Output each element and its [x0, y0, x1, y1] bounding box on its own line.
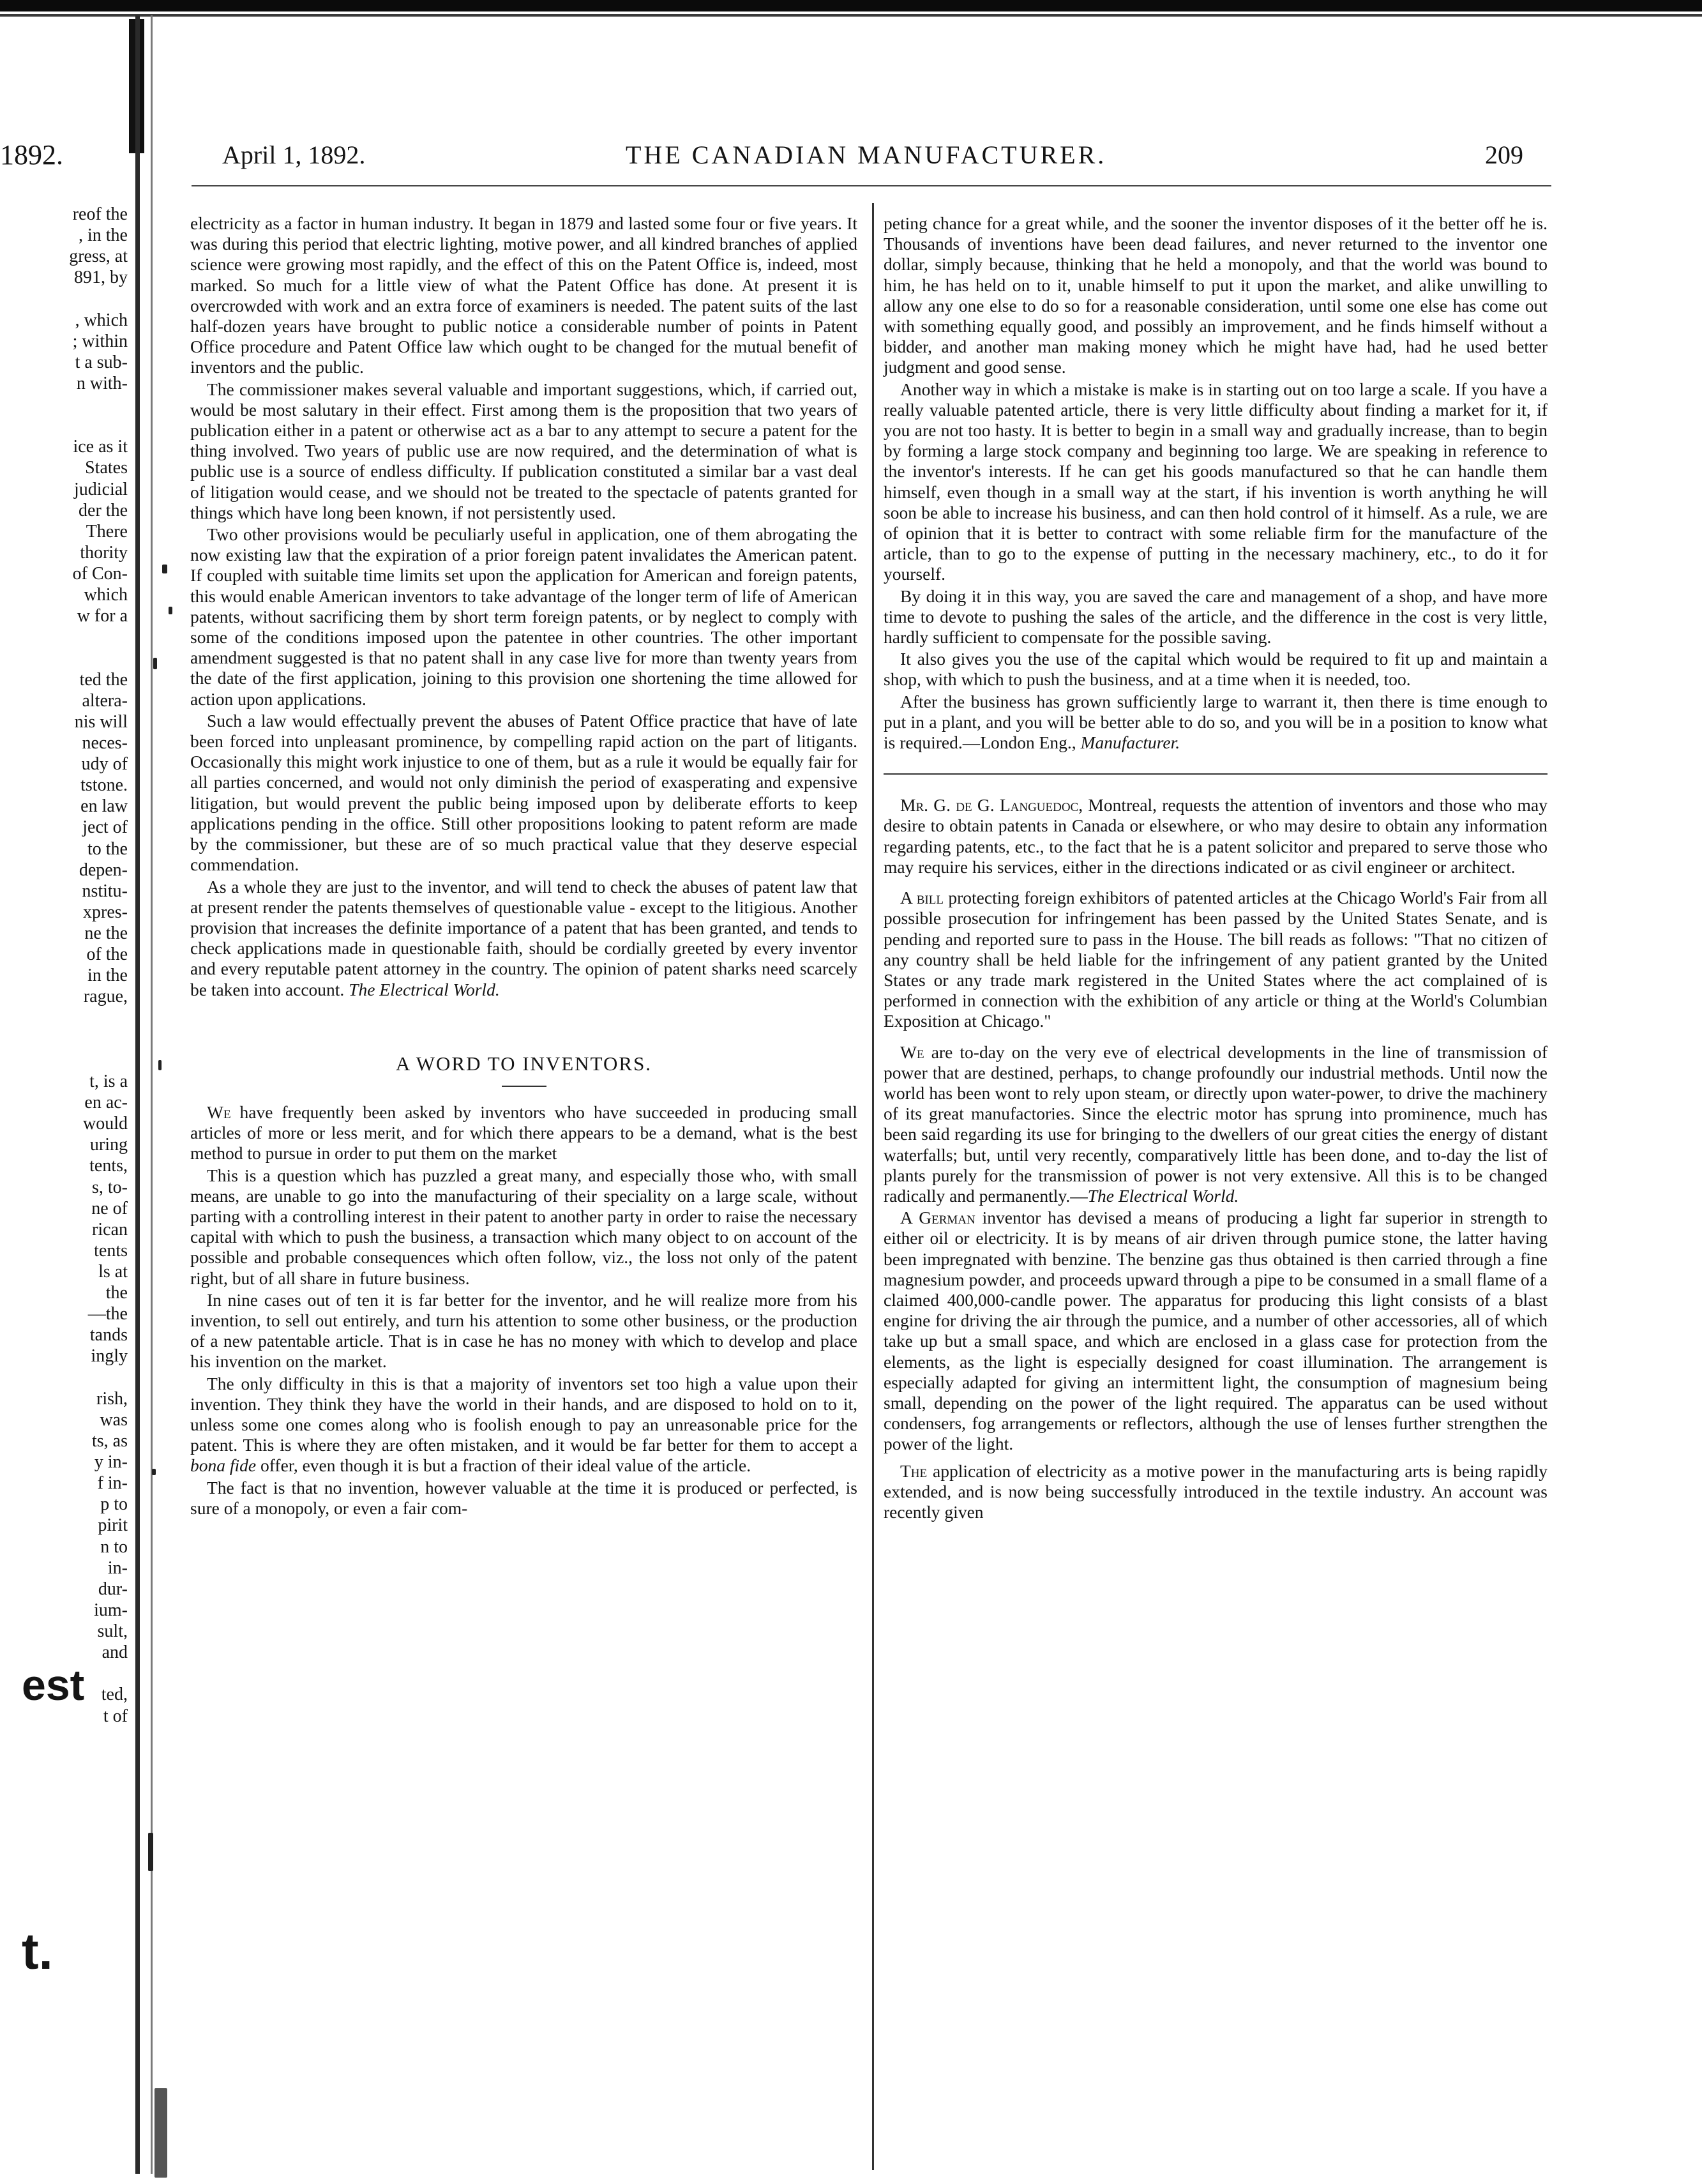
facing-page-text-fragment: nstitu- [82, 881, 128, 901]
facing-page-text-fragment: y in- [94, 1452, 128, 1473]
paragraph-text: are to-day on the very eve of electrical developments in the line of transmission of power that are destined, perhaps, to change profoundly our industrial methods. Until now the world has been wont to rely upon steam, or directly upon water-power, to drive the machinery of its great manufactories. Since the electric motor has sprung into prominence, much has been said regarding its use for bringing to the dwellers of our great cities the energy of distant waterfalls; but, until very recently, comparatively little has been done, and to-day the list of plants purely for the transmission of power is not very extensive. All this is to be changed radically and permanently.— [884, 1042, 1548, 1206]
facing-page-text-fragment: of Con- [72, 564, 128, 584]
facing-page-text-fragment: n with- [76, 373, 128, 393]
page-date: April 1, 1892. [222, 140, 366, 169]
facing-page-text-fragment: ject of [82, 817, 128, 838]
facing-page-text-fragment: neces- [82, 733, 128, 753]
facing-page-text-fragment: xpres- [83, 902, 128, 922]
facing-page-text-fragment: p to [100, 1494, 128, 1515]
article-paragraph: electricity as a factor in human industry. It began in 1879 and lasted some four or five years. It was during this period that electric lighting, motive power, and all kindred branches of applied science were growing most rapidly, and the effect of this on the Patent Office is, indeed, most marked. So much for a little view of what the Patent Office has done. At present it is overcrowded with work and an extra force of examiners is needed. The patent suits of the last half-dozen years have brought to public notice a considerable number of points in Patent Office procedure and Patent Office law which ought to be changed for the mutual benefit of inventors and the public. [190, 213, 857, 377]
scan-speck [169, 607, 172, 614]
facing-page-text-fragment: rican [92, 1219, 128, 1240]
article-paragraph: Another way in which a mistake is make is in starting out on too large a scale. If you have a really valuable patented article, there is very little difficulty about finding a market for it, if you are not too hasty. It is better to begin in a small way and gradually increase, than to begin by forming a large stock company and beginning too large. We are speaking in reference to the inventor's interests. If he can get his goods manufactured so that he can handle them himself, even though in a small way at the start, if his invention is worth anything he will soon be able to increase his business, and can then hold control of it himself. As a rule, we are of opinion that it is better to contract with some reliable firm for the manufacture of the article, than to go to the expense of putting in the necessary machinery, etc., to do it for yourself. [884, 379, 1548, 584]
facing-page-text-fragment: rish, [96, 1388, 128, 1409]
facing-page-text-fragment: ted the [79, 669, 128, 690]
item-lead: Mr. G. de G. Languedoc, [900, 795, 1083, 815]
facing-page-text-fragment: —the [87, 1304, 128, 1324]
facing-page-text-fragment: ne the [84, 923, 128, 944]
scan-speck [152, 1469, 156, 1475]
facing-page-text-fragment: There [86, 521, 128, 542]
scan-speck [148, 1833, 153, 1871]
facing-page-text-fragment: which [84, 585, 128, 605]
facing-page-text-fragment: , which [75, 310, 128, 330]
paragraph-text: inventor has devised a means of producing a light far superior in strength to either oil or electricity. It is by means of air driven through pumice stone, the latter having been impregnated with benzine. The benzine gas thus obtained is then carried through a fine magnesium powder, and proceeds upward through a pipe to be consumed in a small flame of a claimed 400,000-candle power. The apparatus for producing this light consists of a blast engine for driving the air through the pumice, and a number of other accessories, all of which take up but a small space, and which are enclosed in a glass case for protection from the elements, as the light is especially designed for coast illumination. The arrangement is especially adapted for giving an intermittent light, the consumption of magnesium being small, depending on the power of the light required. The apparatus can be used without condensers, fog arrangements or reflectors, although the use of lenses further strengthen the power of the light. [884, 1208, 1548, 1454]
paragraph-text: protecting foreign exhibitors of patented articles at the Chicago World's Fair from all possible prosecution for infringement has been passed by the United States Senate, and is pending and reported sure to pass in the House. The bill reads as follows: "That no citizen of any country shall be held liable for the infringement of any patient granted by the United States or any trade mark registered in the United States where the act complained of is performed in connection with the exhibition of any article or thing at the World's Columbian Exposition at Chicago." [884, 888, 1548, 1031]
article-column-right [884, 213, 1548, 1522]
item-lead: We [900, 1042, 924, 1062]
facing-page-text-fragment: ted, [101, 1685, 128, 1705]
facing-page-text-fragment: tstone. [80, 775, 128, 796]
paragraph-text: The only difficulty in this is that a majority of inventors set too high a value upon their invention. They think they have the world in their hands, and are disposed to hold on to it, unless some one comes along who is foolish enough to pay an unreasonable price for the patent. This is where they are often mistaken, and it would be far better for them to accept a [190, 1373, 857, 1455]
facing-page-text-fragment: t of [103, 1706, 128, 1726]
facing-page-text-fragment: ls at [98, 1262, 128, 1282]
facing-page-text-fragment: gress, at [69, 246, 128, 267]
facing-page-text-fragment: in- [107, 1558, 128, 1578]
facing-page-text-fragment: in the [87, 966, 128, 986]
paragraph-text: offer, even though it is but a fraction of their ideal value of the article. [260, 1455, 751, 1476]
facing-page-text-fragment: thority [80, 542, 128, 563]
facing-page-text-fragment: of the [86, 944, 128, 965]
facing-page-text-fragment: 891, by [74, 268, 128, 288]
source-attribution: The Electrical World. [1087, 1185, 1239, 1206]
source-attribution: Manufacturer. [1080, 732, 1180, 753]
facing-page-text-fragment: reof the [72, 204, 128, 224]
facing-page-text-fragment: dur- [98, 1579, 128, 1599]
article-paragraph: Such a law would effectually prevent the abuses of Patent Office practice that have of late been forced into unpleasant prominence, by compelling rapid action on the part of litigants. Occasionally this might work injustice to one of them, but as a rule it would be equally fair for all parties concerned, and would not only diminish the period of exasperating and expensive litigation, but would prevent the public being imposed upon by deliberate efforts to keep applications pending in the office. Still other propositions looking to patent reform are made by the commissioner, but these are of so much practical value that they deserve especial commendation. [190, 710, 857, 875]
article-paragraph: The commissioner makes several valuable and important suggestions, which, if carried out, would be most salutary in their effect. First among them is the proposition that two years of publication either in a patent or otherwise act as a bar to any attempt to secure a patent for the thing involved. Two years of public use are now required, and the determination of what is public use is a source of endless difficulty. If publication constituted a similar bar a vast deal of litigation would cease, and we should not be treated to the spectacle of patents granted for things which have long been known, if not persistently used. [190, 379, 857, 522]
scan-speck [158, 1060, 162, 1070]
facing-page-text-fragment: altera- [82, 690, 128, 711]
facing-page-text-fragment: f in- [97, 1473, 128, 1494]
facing-page-large-fragment: est [22, 1661, 85, 1710]
article-paragraph: The fact is that no invention, however valuable at the time it is produced or perfected, is sure of a monopoly, or even a fair com- [190, 1477, 857, 1518]
facing-page-text-fragment: tands [89, 1325, 128, 1346]
facing-page-text-fragment: ice as it [73, 437, 128, 457]
facing-page-text-fragment: s, to- [92, 1177, 128, 1197]
facing-page-text-fragment: w for a [77, 606, 128, 626]
article-paragraph: In nine cases out of ten it is far better for the inventor, and he will realize more from his invention, to sell out entirely, and turn his attention to some other business, or the production of a new patentable article. That is in case he has no money with which to develop and place his invention on the market. [190, 1289, 857, 1372]
facing-page-text-fragment: sult, [97, 1621, 128, 1642]
facing-page-text-fragment: en law [80, 796, 128, 817]
facing-page-text-fragment: en ac- [84, 1093, 128, 1113]
facing-page-text-fragment: , in the [79, 225, 128, 246]
source-attribution: The Electrical World. [349, 979, 500, 999]
facing-page-text-fragment: nis will [74, 711, 128, 732]
publication-title: THE CANADIAN MANUFACTURER. [626, 140, 1107, 169]
facing-page-text-fragment: would [83, 1114, 128, 1134]
scan-speck [153, 658, 157, 669]
previous-page-year-fragment: 1892. [0, 139, 63, 171]
section-rule [884, 773, 1548, 775]
facing-page-text-fragment: the [105, 1283, 128, 1303]
facing-page-text-fragment: ium- [94, 1600, 128, 1620]
article-column-left [190, 213, 857, 1519]
item-lead: A bill [900, 888, 944, 908]
facing-page-text-fragment: n to [100, 1536, 128, 1557]
item-lead: The [900, 1460, 928, 1481]
facing-page-text-fragment: der the [79, 500, 128, 520]
facing-page-text-fragment: ne of [91, 1198, 128, 1218]
column-divider [872, 203, 874, 2170]
item-lead: A German [900, 1208, 975, 1228]
scan-top-border [0, 0, 1702, 11]
article-paragraph: This is a question which has puzzled a great many, and especially those who, with small means, are unable to go into the manufacturing of their speciality on a large scale, without parting with a controlling interest in their patent to another party in order to raise the necessary capital with which to push the business, a transaction which many object to on account of the possible and probable consequences which often follow, viz., the loss not only of the patent right, but of all share in future business. [190, 1165, 857, 1288]
facing-page-text-fragment: judicial [74, 479, 128, 499]
article-heading: A WORD TO INVENTORS. [395, 1052, 652, 1075]
article-paragraph [190, 877, 857, 1000]
facing-page-text-fragment: and [102, 1642, 128, 1663]
header-rule [192, 185, 1551, 186]
paragraph-text: As a whole they are just to the inventor, and will tend to check the abuses of patent law that at present render the patents themselves of questionable value - except to the litigious. Another provision that increases the definite importance of a patent that has been granted, and tends to check applications made in questionable faith, should be cordially greeted by every inventor and every reputable patent attorney in the country. The opinion of patent sharks need scarcely be taken into account. [190, 876, 857, 999]
facing-page-large-fragment: t. [22, 1923, 53, 1980]
facing-page-text-fragment: tents [94, 1240, 128, 1261]
article-paragraph [190, 1374, 857, 1476]
facing-page-text-fragment: was [100, 1409, 128, 1430]
facing-page-text-fragment: ingly [91, 1346, 128, 1367]
facing-page-text-fragment: States [85, 458, 128, 478]
article-paragraph [884, 692, 1548, 754]
facing-page-text-fragment: t, is a [89, 1071, 128, 1091]
facing-page-text-fragment: uring [89, 1135, 128, 1155]
scan-speck [162, 565, 167, 573]
scan-top-border-thin [0, 14, 1702, 17]
facing-page-text-fragment: to the [87, 838, 128, 859]
scan-speck [154, 2088, 167, 2178]
binding-gutter-line [135, 15, 140, 2174]
article-paragraph: peting chance for a great while, and the sooner the inventor disposes of it the better off he is. Thousands of inventions have been dead failures, and never returned to the inventor one dollar, simply because, thinking that he held a monopoly, and that the world was bound to him, he has held on to it, unable himself to put it upon the market, and alike unwilling to allow any one else to do so for a reasonable consideration, until some one else has come out with something equally good, and possibly an improvement, and he finds himself without a bidder, and another man making money which he might have had, had he used better judgment and good sense. [884, 213, 1548, 377]
facing-page-text-fragment: t a sub- [75, 352, 128, 372]
paragraph-text: After the business has grown sufficiently large to warrant it, then there is time enough to put in a plant, and you will be better able to do so, and you will be in a position to know what is required.—London Eng., [884, 691, 1548, 753]
article-paragraph: It also gives you the use of the capital which would be required to fit up and maintain a shop, with which to push the business, and at a time when it is needed, too. [884, 649, 1548, 690]
paragraph-text: application of electricity as a motive power in the manufacturing arts is being rapidly extended, and is now being successfully introduced in the textile industry. An account was recently given [884, 1460, 1548, 1522]
facing-page-text-fragment: ts, as [92, 1430, 128, 1451]
paragraph-text: have frequently been asked by inventors who have succeeded in producing small articles of more or less merit, and for which there appears to be a demand, what is the best method to pursue in order to put them on the market [190, 1102, 857, 1164]
facing-page-text-fragment: rague, [83, 987, 128, 1007]
drop-lead: We [207, 1102, 231, 1122]
facing-page-text-fragment: pirit [98, 1515, 128, 1536]
facing-page-text-fragment: ; within [72, 331, 128, 351]
facing-page-text-fragment: udy of [81, 754, 128, 775]
page-number: 209 [1485, 140, 1523, 169]
facing-page-text-fragment: tents, [89, 1156, 128, 1176]
facing-page-text-fragment: depen- [79, 860, 128, 880]
heading-rule [502, 1086, 546, 1087]
paragraph-text: Montreal, requests the attention of inventors and those who may desire to obtain patents in Canada or elsewhere, or who may desire to obtain any information regarding patents, etc., to the fact that he is a patent solicitor and prepared to serve those who may require his services, either in the directions indicated or as civil engineer or architect. [884, 795, 1548, 877]
italic-phrase: bona fide [190, 1455, 257, 1476]
article-paragraph: Two other provisions would be peculiarly useful in application, one of them abrogating the now existing law that the expiration of a prior foreign patent invalidates the American patent. If coupled with suitable time limits set upon the application for American and foreign patents, this would enable American inventors to take advantage of the longer term of life of American patents, without sacrificing them by short term foreign patents, or by neglect to comply with some of the conditions imposed upon the patentee in other countries. The other important amendment suggested is that no patent shall in any case live for more than twenty years from the date of the first application, joining to this provision one shortening the time allowed for action upon applications. [190, 524, 857, 709]
article-paragraph: By doing it in this way, you are saved the care and management of a shop, and have more time to devote to pushing the sales of the article, and the difference in the cost is very little, hardly sufficient to compensate for the possible saving. [884, 586, 1548, 648]
